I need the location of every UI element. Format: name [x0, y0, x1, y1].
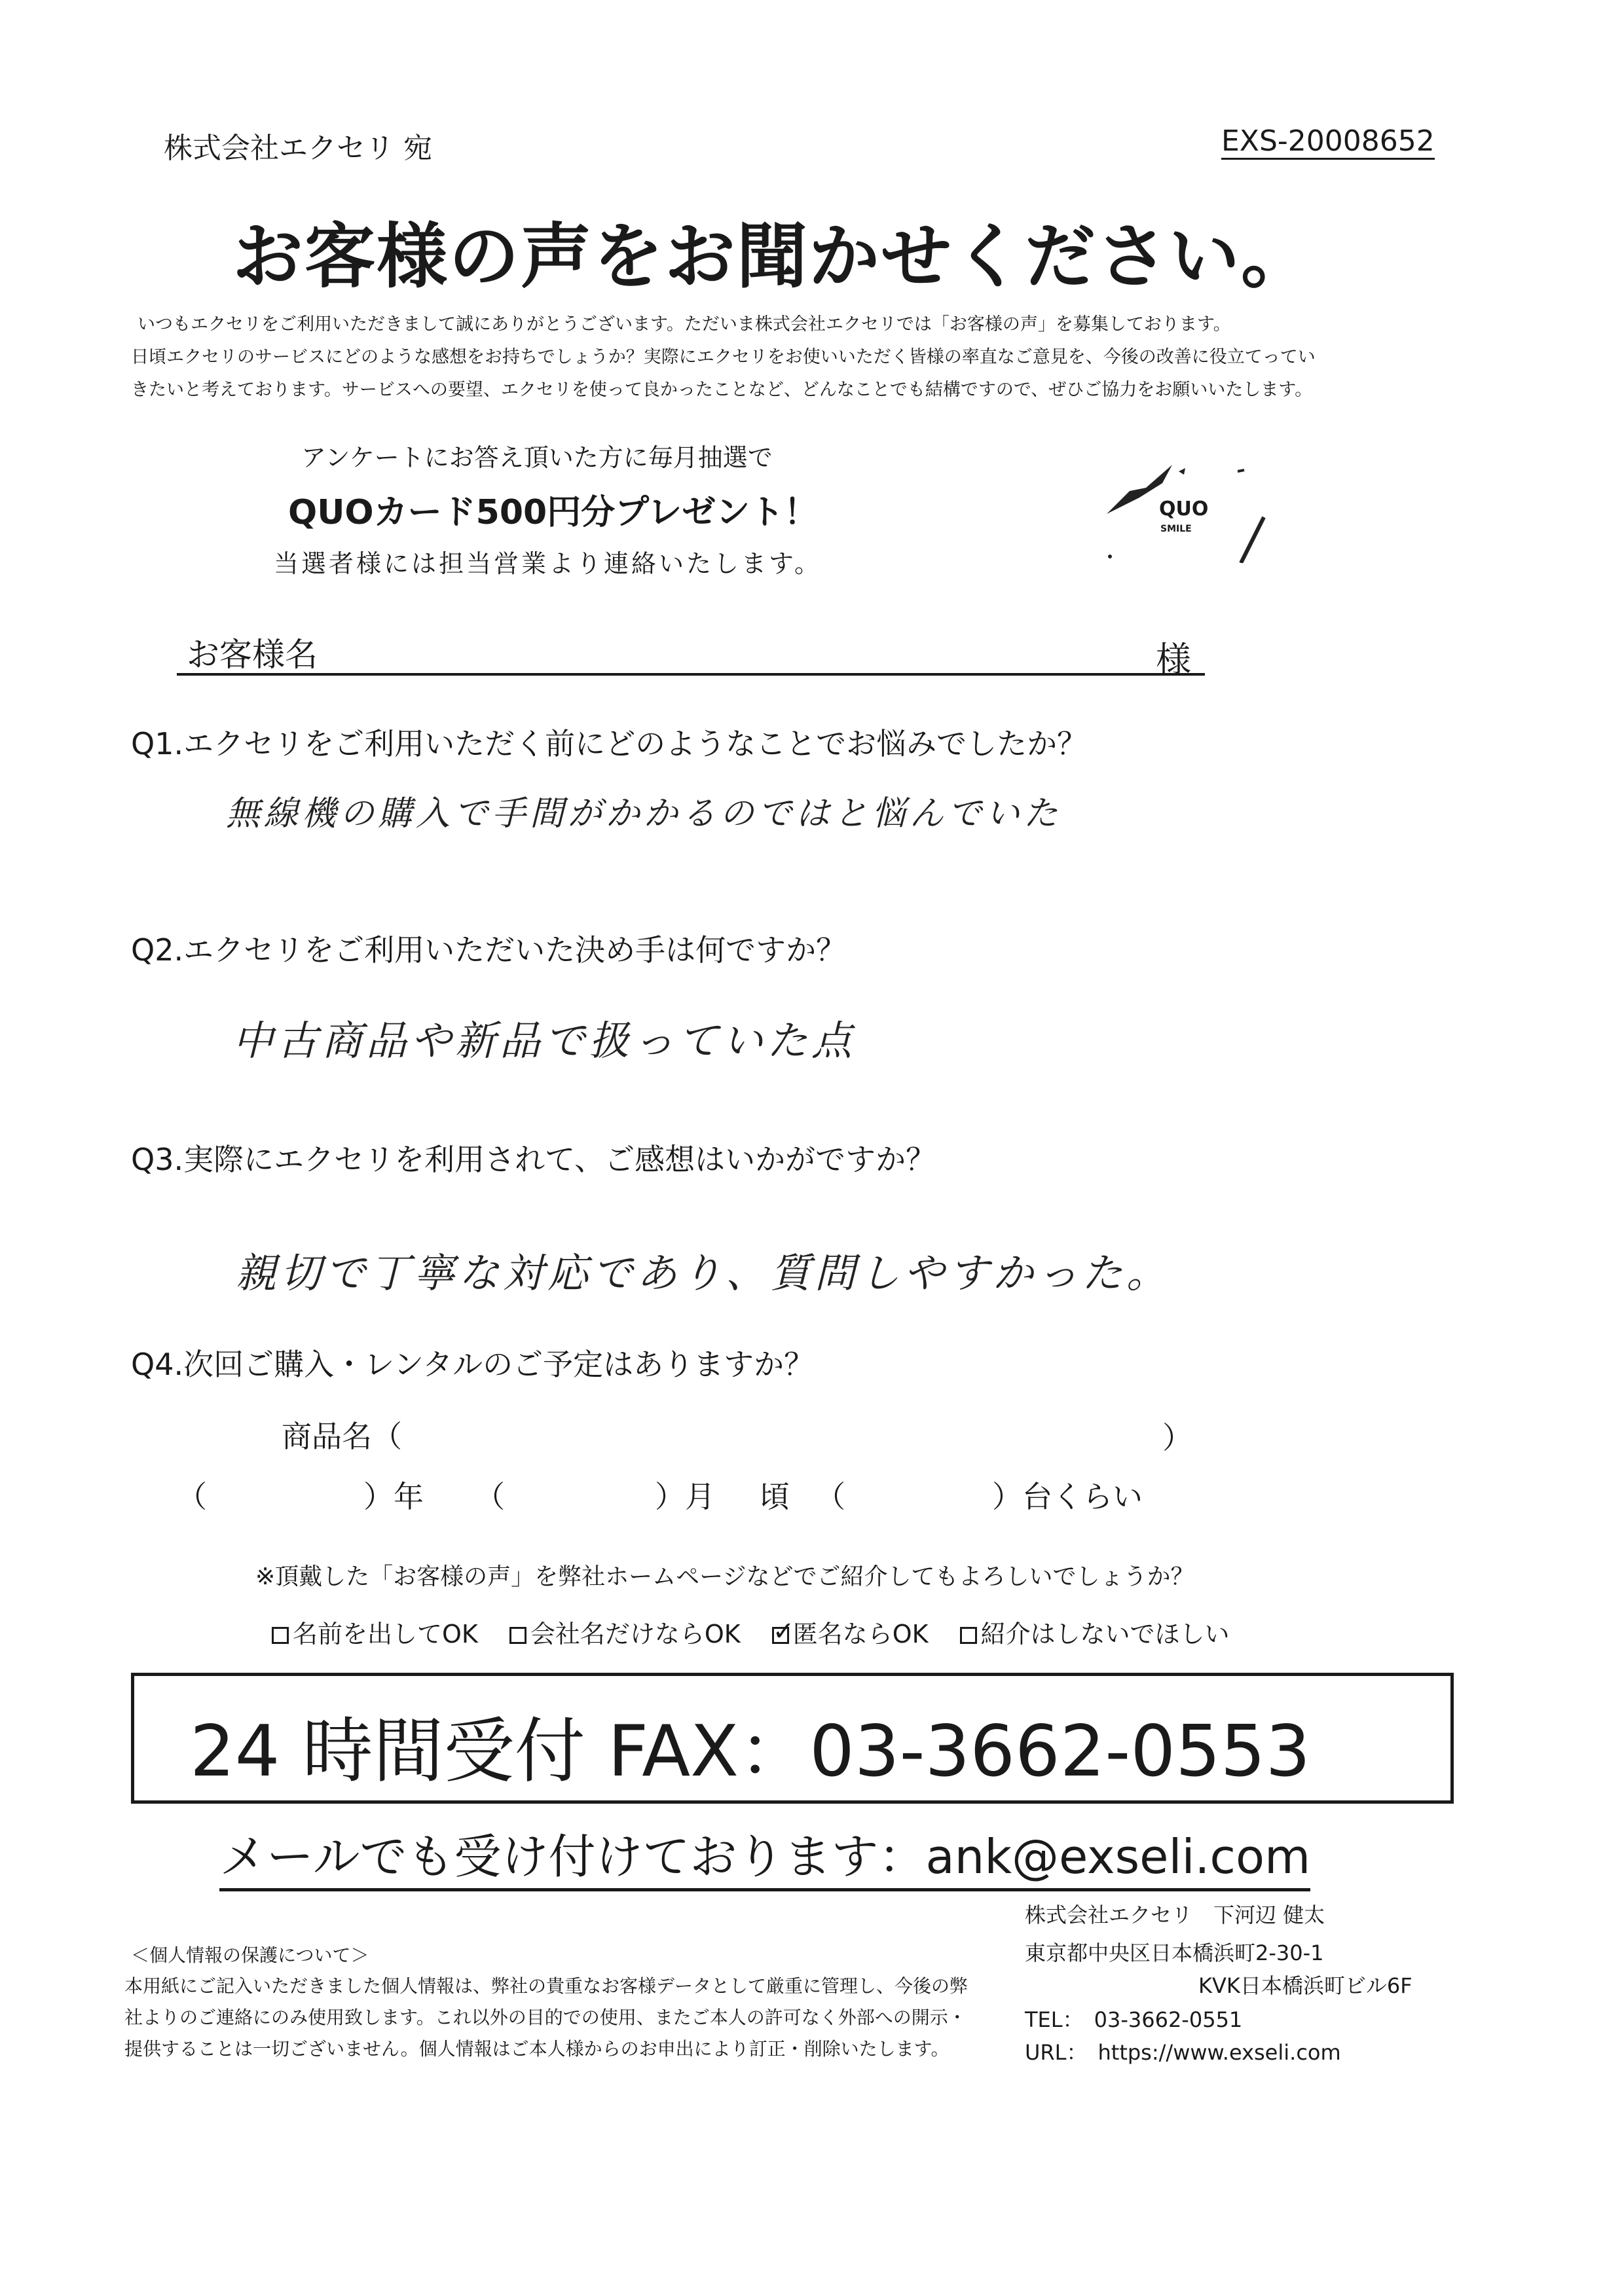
product-name-label: 商品名（	[282, 1419, 402, 1454]
product-name-close: ）	[1162, 1420, 1192, 1455]
units-field[interactable]	[858, 1474, 989, 1511]
option-name-ok[interactable]: 名前を出してOK	[272, 1614, 478, 1650]
customer-name-field[interactable]	[177, 673, 1205, 676]
promo-line-3: 当選者様には担当営業より連絡いたします。	[274, 549, 822, 578]
product-name-field[interactable]	[419, 1414, 1166, 1451]
intro-line-3: きたいと考えております。サービスへの要望、エクセリを使って良かったことなど、どんなことでも結構ですので、ぜひご協力をお願いいたします。	[131, 380, 1313, 400]
intro-line-2: 日頃エクセリのサービスにどのような感想をお持ちでしょうか？実際にエクセリをお使いいただく皆様の率直なご意見を、今後の改善に役立てってい	[131, 347, 1316, 367]
approx-label: 頃	[760, 1479, 790, 1514]
year-open: （	[177, 1479, 207, 1514]
answer-3: 親切で丁寧な対応であり、質問しやすかった。	[236, 1249, 1172, 1297]
company-url[interactable]: URL： https://www.exseli.com	[1025, 2040, 1341, 2065]
answer-1: 無線機の購入で手間がかかるのではと悩んでいた	[226, 794, 1062, 833]
question-4: Q4.次回ご購入・レンタルのご予定はありますか？	[131, 1347, 815, 1382]
company-tel: TEL： 03-3662-0551	[1025, 2007, 1243, 2032]
privacy-line-3: 提供することは一切ございません。個人情報はご本人様からのお申出により訂正・削除いたします。	[124, 2038, 950, 2060]
month-label: ）月	[655, 1479, 715, 1514]
document-id: EXS-20008652	[1221, 124, 1435, 160]
question-3: Q3.実際にエクセリを利用されて、ご感想はいかがですか？	[131, 1142, 936, 1177]
checkbox-no-intro[interactable]	[960, 1627, 977, 1644]
intro-line-1: いつもエクセリをご利用いただきまして誠にありがとうございます。ただいま株式会社エクセリでは「お客様の声」を募集しております。	[138, 314, 1231, 335]
promo-line-1: アンケートにお答え頂いた方に毎月抽選で	[301, 443, 773, 472]
addressee: 株式会社エクセリ 宛	[164, 132, 432, 165]
year-label: ）年	[363, 1479, 424, 1514]
privacy-line-2: 社よりのご連絡にのみ使用致します。これ以外の目的での使用、またご本人の許可なく外部への開示・	[124, 2007, 967, 2028]
quo-logo-subtext: SMILE	[1160, 524, 1192, 534]
quo-logo-text: QUO	[1159, 498, 1209, 520]
publish-question: ※頂戴した「お客様の声」を弊社ホームページなどでご紹介してもよろしいでしょうか？	[255, 1563, 1194, 1590]
answer-2: 中古商品や新品で扱っていた点	[232, 1017, 857, 1065]
company-address-1: 東京都中央区日本橋浜町2-30-1	[1025, 1941, 1324, 1965]
checkbox-anonymous-ok[interactable]	[772, 1627, 789, 1644]
customer-name-label: お客様名	[187, 636, 318, 674]
page-title: お客様の声をお聞かせください。	[232, 216, 1314, 298]
email-line: メールでも受け付けております：ank@exseli.com	[219, 1819, 1310, 1891]
company-name: 株式会社エクセリ 下河辺 健太	[1025, 1903, 1325, 1927]
month-field[interactable]	[517, 1474, 648, 1511]
option-company-ok[interactable]: 会社名だけならOK	[509, 1614, 741, 1650]
question-1: Q1.エクセリをご利用いただく前にどのようなことでお悩みでしたか？	[131, 726, 1088, 761]
company-address-2: KVK日本橋浜町ビル6F	[1198, 1973, 1412, 1998]
option-no-intro[interactable]: 紹介はしないでほしい	[960, 1614, 1230, 1650]
option-anonymous-ok[interactable]: ✓ 匿名ならOK	[772, 1614, 929, 1650]
quo-card-logo	[1100, 452, 1270, 563]
customer-name-suffix: 様	[1156, 639, 1191, 680]
units-open: （	[815, 1479, 845, 1514]
year-field[interactable]	[216, 1474, 360, 1511]
checkbox-name-ok[interactable]	[272, 1627, 289, 1644]
promo-line-2: QUOカード500円分プレゼント！	[288, 493, 819, 532]
privacy-line-1: 本用紙にご記入いただきました個人情報は、弊社の貴重なお客様データとして厳重に管理し、今後の弊	[124, 1975, 969, 1997]
units-label: ）台くらい	[992, 1479, 1143, 1514]
question-2: Q2.エクセリをご利用いただいた決め手は何ですか？	[131, 932, 847, 968]
publish-options	[272, 1614, 1261, 1650]
fax-number: 24 時間受付 FAX：03-3662-0553	[190, 1711, 1311, 1793]
privacy-heading: ＜個人情報の保護について＞	[131, 1944, 369, 1966]
month-open: （	[475, 1479, 505, 1514]
checkbox-company-ok[interactable]	[509, 1627, 526, 1644]
